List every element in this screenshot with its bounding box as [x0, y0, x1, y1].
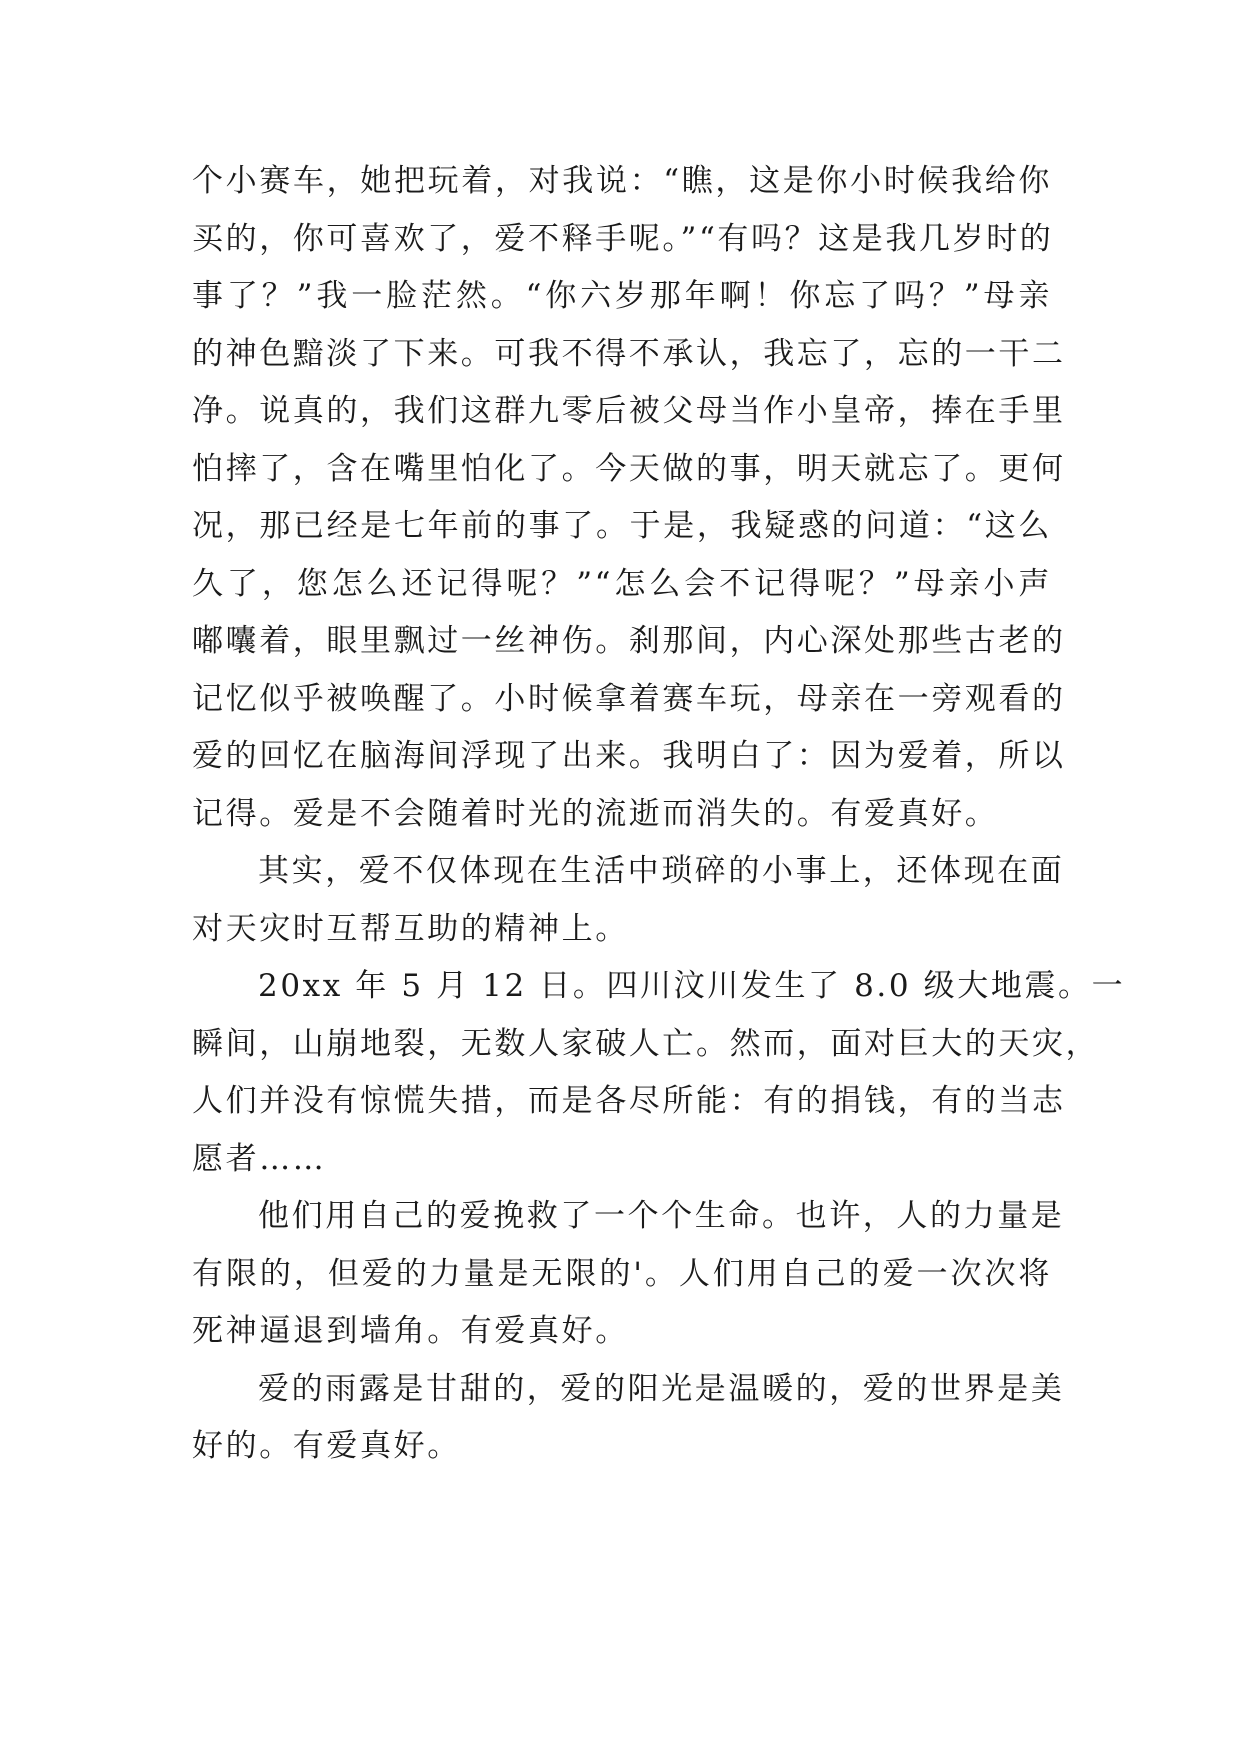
text-line: 20xx 年 5 月 12 日。四川汶川发生了 8.0 级大地震。一 — [258, 968, 1126, 1004]
text-line: 的神色黯淡了下来。可我不得不承认，我忘了，忘的一干二 — [192, 335, 1066, 372]
text-line: 死神逼退到墙角。有爱真好。 — [192, 1313, 629, 1349]
text-line: 怕摔了，含在嘴里怕化了。今天做的事，明天就忘了。更何 — [192, 450, 1066, 487]
text-line: 其实，爱不仅体现在生活中琐碎的小事上，还体现在面 — [258, 853, 1065, 889]
text-line: 事了？”我一脸茫然。“你六岁那年啊！你忘了吗？”母亲 — [192, 278, 1052, 314]
text-line: 爱的雨露是甘甜的，爱的阳光是温暖的，爱的世界是美 — [258, 1370, 1065, 1407]
text-line: 买的，你可喜欢了，爱不释手呢。”“有吗？这是我几岁时的 — [192, 220, 1054, 257]
text-line: 记忆似乎被唤醒了。小时候拿着赛车玩，母亲在一旁观看的 — [192, 680, 1066, 717]
text-line: 人们并没有惊慌失措，而是各尽所能：有的捐钱，有的当志 — [192, 1083, 1066, 1119]
text-line: 有限的，但爱的力量是无限的'。人们用自己的爱一次次将 — [192, 1255, 1052, 1292]
document-body — [192, 153, 1126, 1476]
text-line: 净。说真的，我们这群九零后被父母当作小皇帝，捧在手里 — [192, 393, 1066, 429]
paragraph-5 — [192, 1361, 1065, 1476]
paragraph-2 — [192, 843, 1065, 958]
paragraph-1 — [192, 153, 1066, 843]
text-line: 好的。有爱真好。 — [192, 1428, 461, 1464]
text-line: 爱的回忆在脑海间浮现了出来。我明白了：因为爱着，所以 — [192, 738, 1066, 774]
text-line: 久了，您怎么还记得呢？”“怎么会不记得呢？”母亲小声 — [192, 565, 1052, 602]
text-line: 记得。爱是不会随着时光的流逝而消失的。有爱真好。 — [192, 795, 999, 832]
paragraph-3 — [192, 958, 1126, 1188]
text-line: 对天灾时互帮互助的精神上。 — [192, 910, 629, 947]
text-line: 个小赛车，她把玩着，对我说：“瞧，这是你小时候我给你 — [192, 163, 1052, 199]
text-line: 他们用自己的爱挽救了一个个生命。也许，人的力量是 — [258, 1198, 1065, 1234]
paragraph-4 — [192, 1188, 1065, 1361]
text-line: 嘟囔着，眼里飘过一丝神伤。刹那间，内心深处那些古老的 — [192, 623, 1066, 659]
text-line: 愿者…… — [192, 1140, 327, 1177]
text-line: 况，那已经是七年前的事了。于是，我疑惑的问道：“这么 — [192, 508, 1052, 544]
text-line: 瞬间，山崩地裂，无数人家破人亡。然而，面对巨大的天灾， — [192, 1025, 1100, 1062]
